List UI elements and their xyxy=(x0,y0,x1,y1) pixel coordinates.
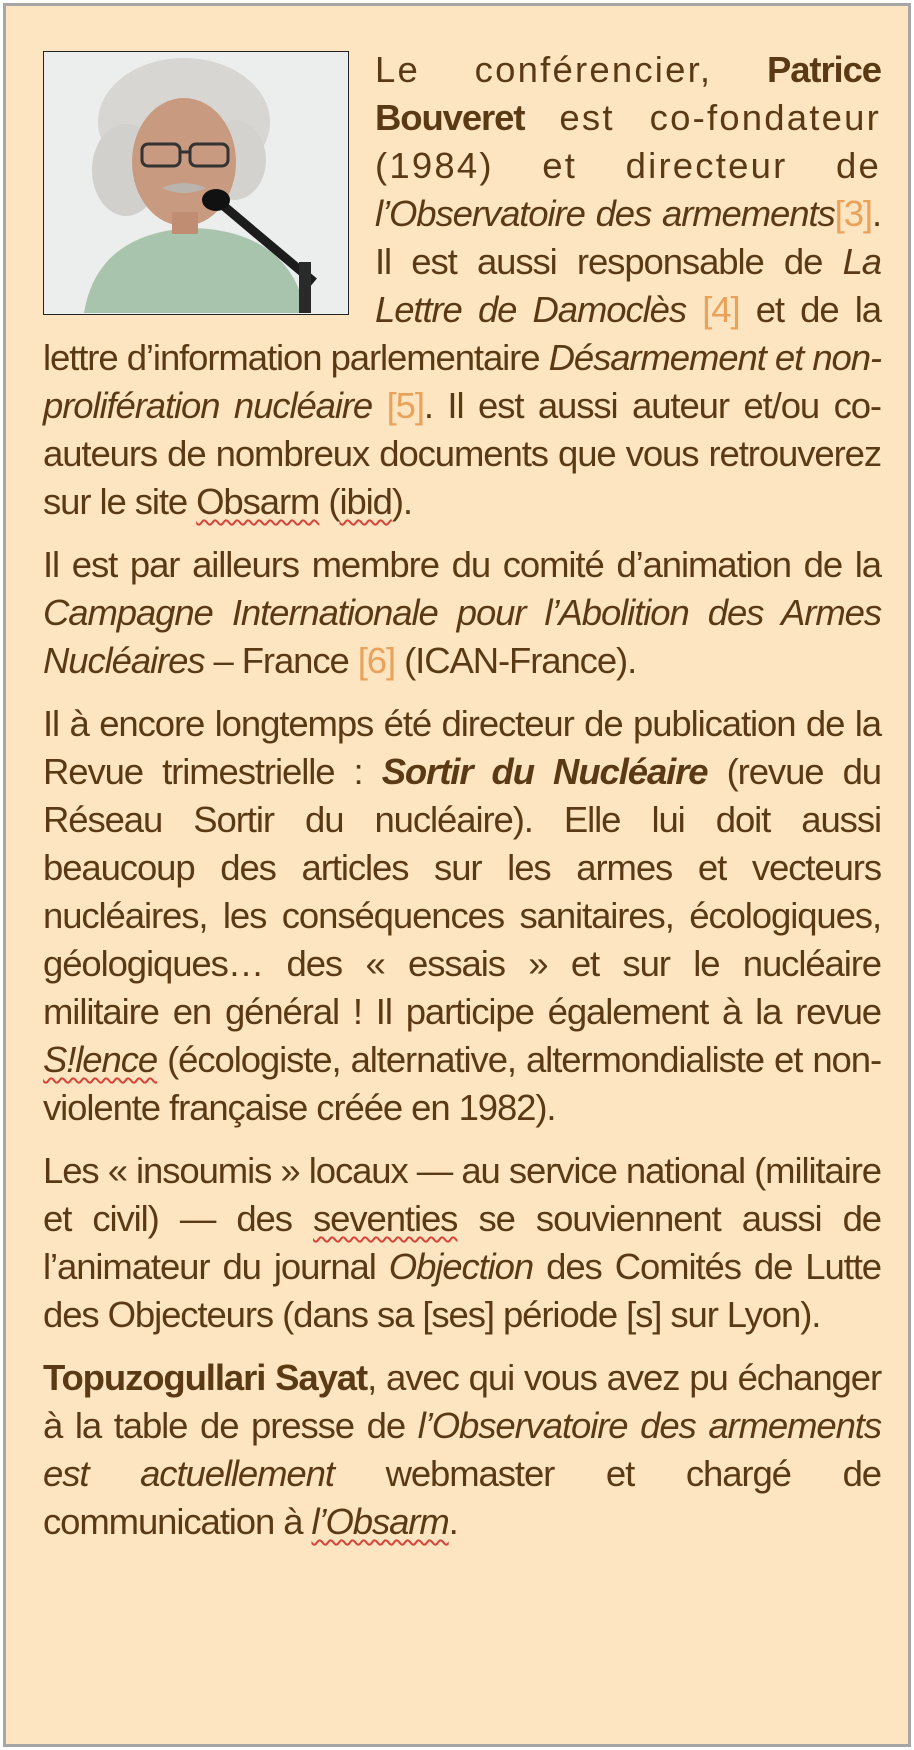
seventies-word: seventies xyxy=(313,1198,458,1239)
journal-name: Objection xyxy=(388,1246,534,1287)
webmaster-name: Topuzogullari Sayat xyxy=(43,1357,368,1398)
paragraph-review xyxy=(43,700,881,1132)
objection-text: Les « insoumis » locaux — au service national (militaire et civil) — des xyxy=(43,1150,881,1239)
site-name: Obsarm xyxy=(196,481,320,522)
review-text: Il à encore longtemps été directeur de publication de la Revue trimestrielle : xyxy=(43,703,881,792)
reference-link-3[interactable]: [3] xyxy=(834,193,872,234)
publication-name: La Lettre de Damoclès xyxy=(375,241,881,330)
paragraph-campaign xyxy=(43,541,881,685)
org-name: l’Observatoire des armements xyxy=(375,193,835,234)
org-name: l’Observatoire des armements est actuellement xyxy=(43,1405,881,1494)
reference-link-4[interactable]: [4] xyxy=(702,289,740,330)
publication-name: Désarmement et non-prolifération nucléaire xyxy=(43,337,881,426)
paragraph-objection xyxy=(43,1147,881,1339)
campaign-text: Il est par ailleurs membre du comité d’animation de la xyxy=(43,544,881,585)
webmaster-text: webmaster et chargé de communication à xyxy=(43,1453,882,1542)
objection-text: des Comités de Lutte des Objecteurs (dans sa [ses] période [s] sur Lyon). xyxy=(43,1246,881,1335)
speaker-photo xyxy=(43,51,349,315)
speaker-name: Patrice Bouveret xyxy=(375,49,881,138)
campaign-text: (ICAN-France). xyxy=(395,640,637,681)
ibid-text: ibid xyxy=(339,481,392,522)
bio-text: est co-fondateur (1984) et directeur de xyxy=(375,97,881,186)
campaign-text: – France xyxy=(204,640,358,681)
silence-name: S!lence xyxy=(43,1039,158,1080)
webmaster-text: , avec qui vous avez pu échanger à la table de presse de xyxy=(43,1357,882,1446)
reference-link-6[interactable]: [6] xyxy=(357,640,396,681)
paragraph-webmaster: Topuzogullari Sayat, avec qui vous avez pu échanger à la table de presse de l’Observatoire des armements est actuellement webmaster et chargé de communication à l’Obsarm. xyxy=(43,1357,882,1542)
review-text: (revue du Réseau Sortir du nucléaire). Elle lui doit aussi beaucoup des articles sur les armes et vecteurs nucléaires, les conséquences sanitaires, écologiques, géologiques… des « essais » et sur le nucléaire militaire en général ! Il participe également à la revue xyxy=(43,751,881,1032)
review-name: Sortir du Nucléaire xyxy=(381,751,708,792)
campaign-name: Campagne Internationale pour l’Abolition des Armes Nucléaires xyxy=(43,592,881,681)
intro-text: Le conférencier, xyxy=(375,49,767,90)
article-body xyxy=(43,46,881,1561)
bio-text: et de la lettre d’information parlementaire xyxy=(43,289,881,378)
paragraph-bio: Le conférencier, Patrice Bouveret est co-fondateur (1984) et directeur de l’Observatoire des armements[3]. Il est aussi responsable de La Lettre de Damoclès [4] et de la lettre d’information parlementaire Désarmement et non-prolifération nucléaire [5]. Il est aussi auteur et/ou co-auteurs de nombreux documents que vous retrouverez sur le site Obsarm (ibid). xyxy=(43,49,881,522)
review-text: (écologiste, alternative, altermondialiste et non-violente française créée en 1982). xyxy=(43,1039,881,1128)
reference-link-5[interactable]: [5] xyxy=(386,385,424,426)
site-name: l’Obsarm xyxy=(311,1501,449,1542)
article-frame xyxy=(3,3,911,1747)
bio-text: . Il est aussi responsable de xyxy=(375,193,881,282)
bio-text: . Il est aussi auteur et/ou co-auteurs de nombreux documents que vous retrouverez sur le site xyxy=(43,385,881,522)
objection-text: se souviennent aussi de l’animateur du journal xyxy=(43,1198,881,1287)
